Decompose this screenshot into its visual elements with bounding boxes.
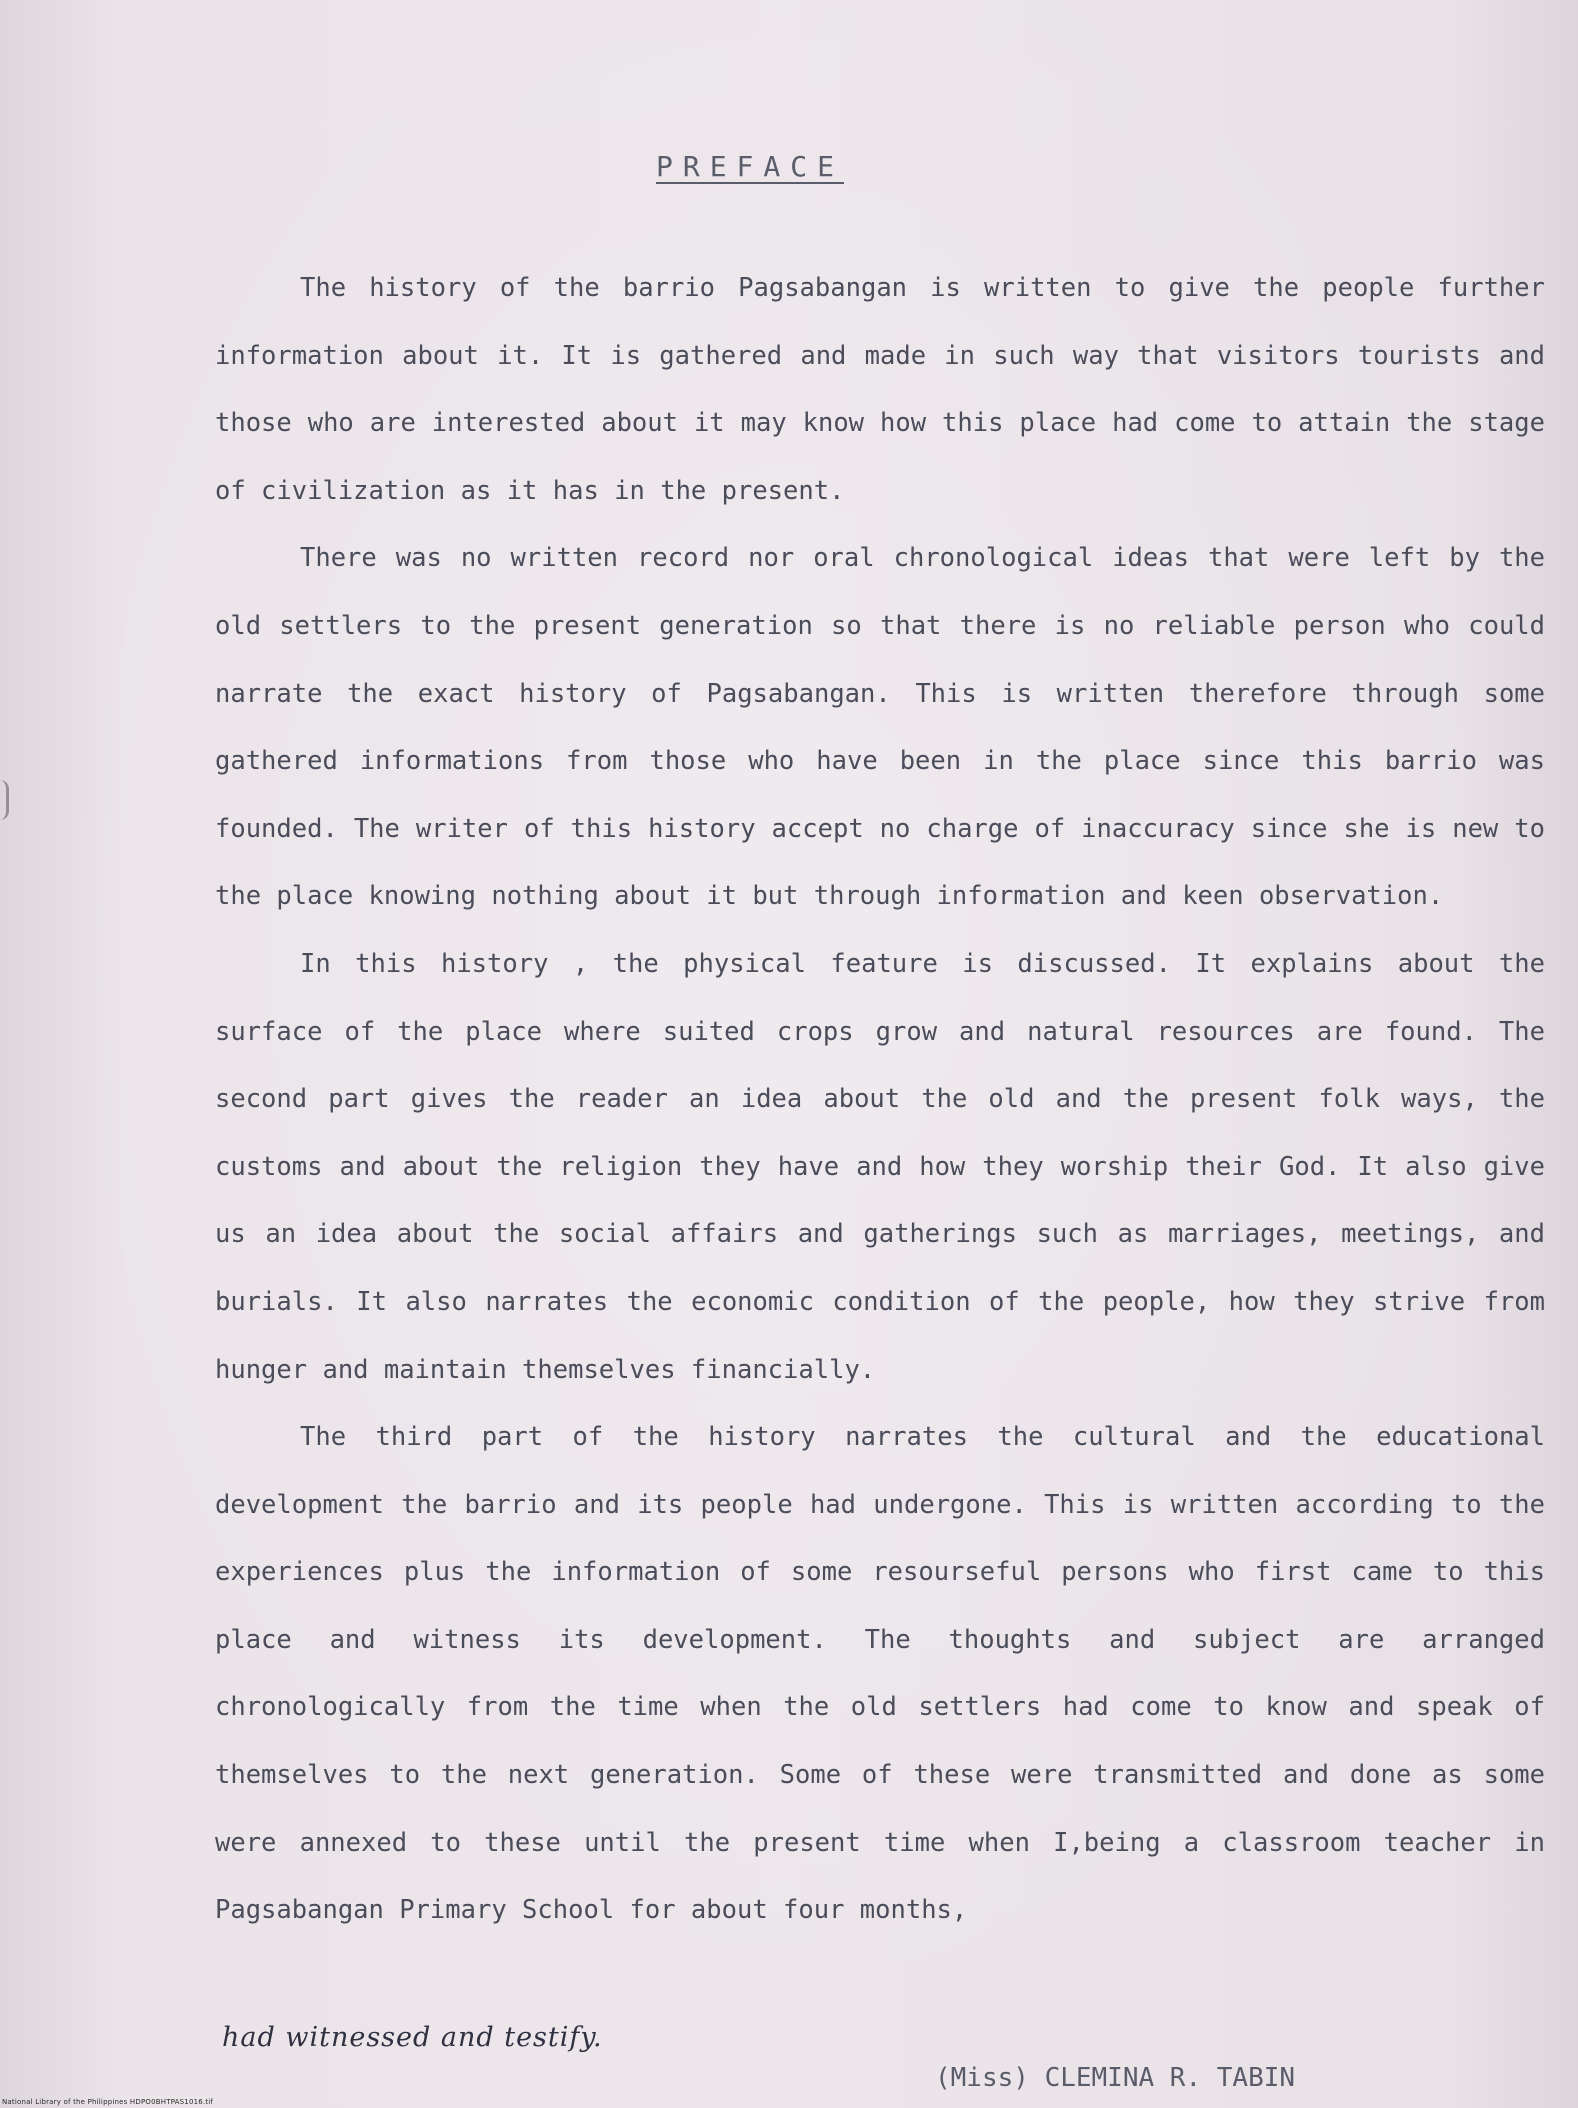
author-signature: (Miss) CLEMINA R. TABIN (935, 2063, 1296, 2093)
paragraph-4: The third part of the history narrates the cultural and the educational development the barrio and its people had undergone. This is written according to the experiences plus the information of some resourseful persons who first came to this place and witness its development. The thoughts and subject are arranged chronologically from the time when the old settlers had come to know and speak of themselves to the next generation. Some of these were transmitted and done as some were annexed to these until the present time when I,being a classroom teacher in Pagsabangan Primary School for about four months, (215, 1422, 1545, 1926)
page-edge-mark (0, 780, 9, 820)
paragraph-2: There was no written record nor oral chronological ideas that were left by the old settlers to the present generation so that there is no reliable person who could narrate the exact history of Pagsabangan. This is written therefore through some gathered informations from those who have been in the place since this barrio was founded. The writer of this history accept no charge of inaccuracy since she is new to the place knowing nothing about it but through information and keen observation. (215, 543, 1545, 912)
preface-body (215, 255, 1545, 1945)
paragraph-3: In this history , the physical feature is discussed. It explains about the surface of the place where suited crops grow and natural resources are found. The second part gives the reader an idea about the old and the present folk ways, the customs and about the religion they have and how they worship their God. It also give us an idea about the social affairs and gatherings such as marriages, meetings, and burials. It also narrates the economic condition of the people, how they strive from hunger and maintain themselves financially. (215, 948, 1545, 1385)
handwritten-note: had witnessed and testify. (222, 2022, 603, 2053)
archive-footer: National Library of the Philippines HDPO0BHTPAS1016.tif (2, 2098, 214, 2106)
page-title: PREFACE (655, 150, 844, 183)
paragraph-1: The history of the barrio Pagsabangan is written to give the people further information about it. It is gathered and made in such way that visitors tourists and those who are interested about it may know how this place had come to attain the stage of civilization as it has in the present. (215, 273, 1545, 506)
